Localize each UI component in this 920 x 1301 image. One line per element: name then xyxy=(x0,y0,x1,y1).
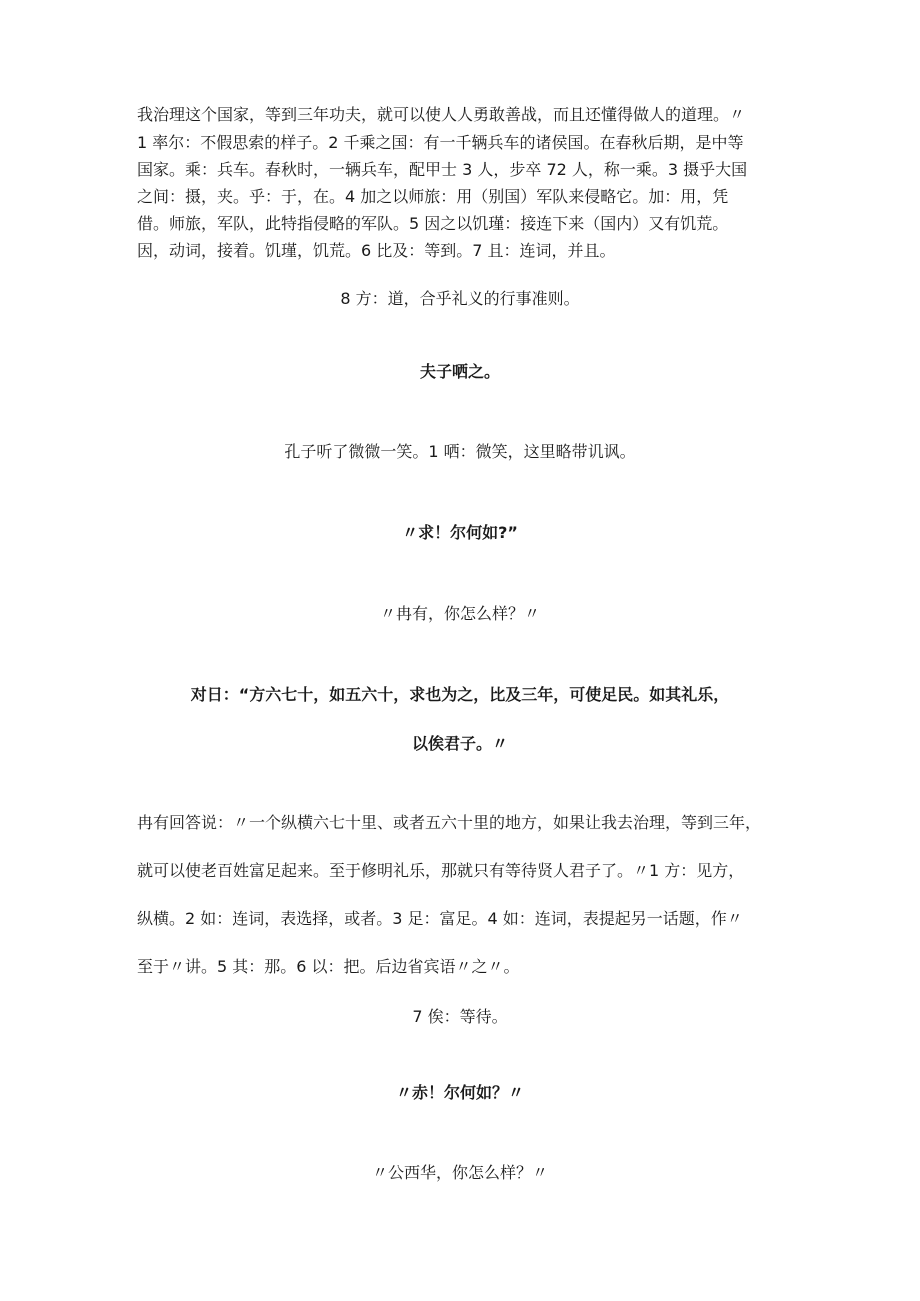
intro-line-4: 之间：摄，夹。乎：于，在。4 加之以师旅：用（别国）军队来侵略它。加：用，凭 xyxy=(137,187,729,206)
intro-line-1: 我治理这个国家，等到三年功夫，就可以使人人勇敢善战，而且还懂得做人的道理。〃 xyxy=(137,105,746,124)
intro-line-3: 国家。乘：兵车。春秋时，一辆兵车，配甲士 3 人，步卒 72 人，称一乘。3 摄乎大国 xyxy=(137,160,748,179)
translation-qiu: 〃冉有，你怎么样？〃 xyxy=(379,604,540,623)
intro-line-2: 1 率尔：不假思索的样子。2 千乘之国：有一千辆兵车的诸侯国。在春秋后期，是中等 xyxy=(137,133,744,152)
heading-smile: 夫子哂之。 xyxy=(419,362,500,381)
translation-chi: 〃公西华，你怎么样？〃 xyxy=(371,1163,548,1182)
answer-line-1: 冉有回答说：〃一个纵横六七十里、或者五六十里的地方，如果让我去治理，等到三年， xyxy=(137,813,762,832)
answer-line-4: 至于〃讲。5 其：那。6 以：把。后边省宾语〃之〃。 xyxy=(137,957,520,976)
intro-line-5: 借。师旅，军队，此特指侵略的军队。5 因之以饥瑾：接连下来（国内）又有饥荒。 xyxy=(137,214,729,233)
translation-smile: 孔子听了微微一笑。1 哂：微笑，这里略带讥讽。 xyxy=(284,442,636,461)
answer-line-3: 纵横。2 如：连词，表选择，或者。3 足：富足。4 如：连词，表提起另一话题，作〃 xyxy=(137,909,743,928)
note-7: 7 俟：等待。 xyxy=(412,1007,508,1026)
heading-qiu: 〃求！尔何如?” xyxy=(402,523,518,542)
heading-chi: 〃赤！尔何如？〃 xyxy=(395,1083,524,1102)
answer-line-2: 就可以使老百姓富足起来。至于修明礼乐，那就只有等待贤人君子了。〃1 方：见方， xyxy=(137,861,745,880)
intro-line-6: 因，动词，接着。饥瑾，饥荒。6 比及：等到。7 且：连词，并且。 xyxy=(137,241,616,260)
heading-answer-line-1: 对日：“方六七十，如五六十，求也为之，比及三年，可使足民。如其礼乐， xyxy=(190,685,730,704)
heading-answer-line-2: 以俟君子。〃 xyxy=(411,734,508,753)
note-8: 8 方：道，合乎礼义的行事准则。 xyxy=(340,289,580,308)
